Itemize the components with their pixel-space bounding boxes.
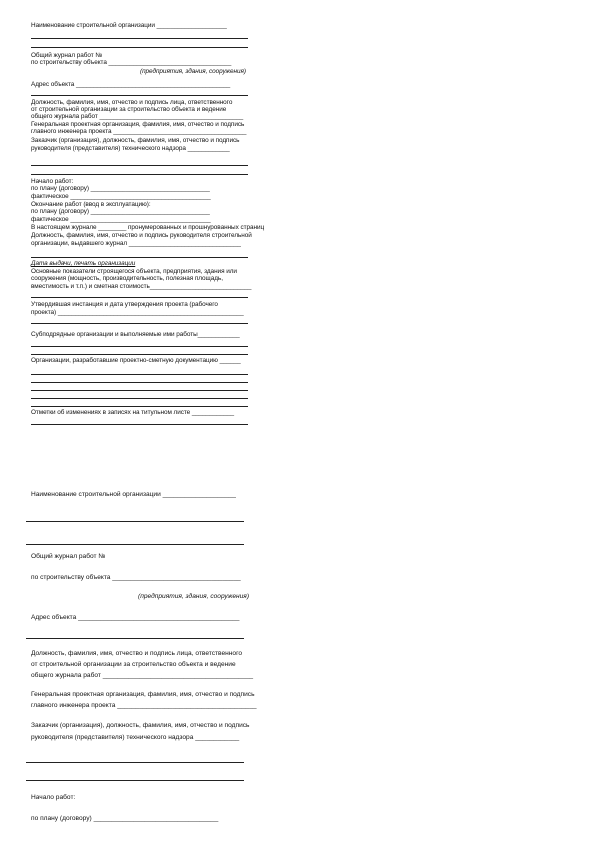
blank-line xyxy=(31,95,248,96)
blank-line xyxy=(31,406,248,407)
work-end-label: Окончание работ (ввод в эксплуатацию): xyxy=(31,201,151,208)
blank-line xyxy=(26,544,244,545)
blank-line xyxy=(26,762,244,763)
start-by-plan-label-2: по плану (договору) __________________________________ xyxy=(31,815,219,822)
construction-object-label-2: по строительству объекта ___________________________________ xyxy=(31,574,241,581)
work-start-label: Начало работ: xyxy=(31,178,74,185)
responsible-person-line-1-b: Должность, фамилия, имя, отчество и подпись лица, ответственного xyxy=(31,650,243,657)
enterprise-note-2: (предприятия, здания, сооружения) xyxy=(138,593,250,600)
responsible-person-line-3-b: общего журнала работ _________________________________________ xyxy=(31,672,254,679)
blank-line xyxy=(31,174,248,175)
blank-line xyxy=(31,374,248,375)
blank-line xyxy=(31,38,248,39)
org-name-label-2: Наименование строительной организации ____________________ xyxy=(31,491,236,498)
blank-line xyxy=(31,398,248,399)
blank-line xyxy=(31,424,248,425)
main-indicators-line-2: сооружения (мощность, производительность, полезная площадь, xyxy=(31,275,223,282)
issue-date-label: Дата выдачи, печать организации xyxy=(31,260,136,267)
start-actual-label: фактическое ________________________________________ xyxy=(31,193,211,200)
blank-line xyxy=(31,390,248,391)
design-organizations-label: Организации, разработавшие проектно-сметную документацию ______ xyxy=(31,357,241,364)
general-designer-line-2: главного инженера проекта ______________________________________ xyxy=(31,128,247,135)
blank-line xyxy=(26,521,244,522)
blank-line xyxy=(26,638,244,639)
end-by-plan-label: по плану (договору) __________________________________ xyxy=(31,208,210,215)
enterprise-note: (предприятия, здания, сооружения) xyxy=(140,68,246,75)
customer-line-1: Заказчик (организация), должность, фамилия, имя, отчество и подпись xyxy=(31,137,240,144)
customer-line-2-b: руководителя (представителя) технического надзора ____________ xyxy=(31,734,240,741)
blank-line xyxy=(31,382,248,383)
responsible-person-line-2-b: от строительной организации за строительство объекта и ведение xyxy=(31,661,236,668)
title-changes-label: Отметки об изменениях в записях на титульном листе ____________ xyxy=(31,409,234,416)
journal-number-label: Общий журнал работ № xyxy=(31,52,103,59)
end-actual-label: фактическое ________________________________________ xyxy=(31,216,211,223)
start-by-plan-label: по плану (договору) __________________________________ xyxy=(31,185,210,192)
responsible-person-line-1: Должность, фамилия, имя, отчество и подпись лица, ответственного xyxy=(31,99,233,106)
blank-line xyxy=(31,257,248,258)
general-designer-line-2-b: главного инженера проекта ______________________________________ xyxy=(31,702,257,709)
customer-line-2: руководителя (представителя) технического надзора ____________ xyxy=(31,145,230,152)
main-indicators-line-3: вместимость и т.п.) и сметная стоимость_____________________________ xyxy=(31,283,252,290)
responsible-person-line-3: общего журнала работ _________________________________________ xyxy=(31,113,244,120)
customer-line-1-b: Заказчик (организация), должность, фамилия, имя, отчество и подпись xyxy=(31,722,250,729)
construction-object-label: по строительству объекта ___________________________________ xyxy=(31,59,232,66)
main-indicators-line-1: Основные показатели строящегося объекта, предприятия, здания или xyxy=(31,268,237,275)
org-name-label: Наименование строительной организации ____________________ xyxy=(31,22,227,29)
responsible-person-line-2: от строительной организации за строительство объекта и ведение xyxy=(31,106,227,113)
blank-line xyxy=(26,780,244,781)
issuer-line-1: Должность, фамилия, имя, отчество и подпись руководителя строительной xyxy=(31,232,252,239)
approval-line-1: Утвердившая инстанция и дата утверждения проекта (рабочего xyxy=(31,301,218,308)
work-start-label-2: Начало работ: xyxy=(31,794,76,801)
pages-count-label: В настоящем журнале ________ пронумерованных и прошнурованных страниц xyxy=(31,224,265,231)
general-designer-line-1-b: Генеральная проектная организация, фамилия, имя, отчество и подпись xyxy=(31,691,255,698)
issuer-line-2: организации, выдавшего журнал ________________________________ xyxy=(31,240,241,247)
blank-line xyxy=(31,165,248,166)
general-designer-line-1: Генеральная проектная организация, фамилия, имя, отчество и подпись xyxy=(31,121,245,128)
blank-line xyxy=(31,323,248,324)
blank-line xyxy=(31,346,248,347)
address-label-2: Адрес объекта ____________________________________________ xyxy=(31,614,240,621)
address-label: Адрес объекта ____________________________________________ xyxy=(31,81,231,88)
blank-line xyxy=(31,354,248,355)
subcontractors-label: Субподрядные организации и выполняемые ими работы____________ xyxy=(31,331,240,338)
journal-number-label-2: Общий журнал работ № xyxy=(31,553,106,560)
approval-line-2: проекта) _____________________________________________________ xyxy=(31,309,244,316)
blank-line xyxy=(31,297,248,298)
blank-line xyxy=(31,47,248,48)
